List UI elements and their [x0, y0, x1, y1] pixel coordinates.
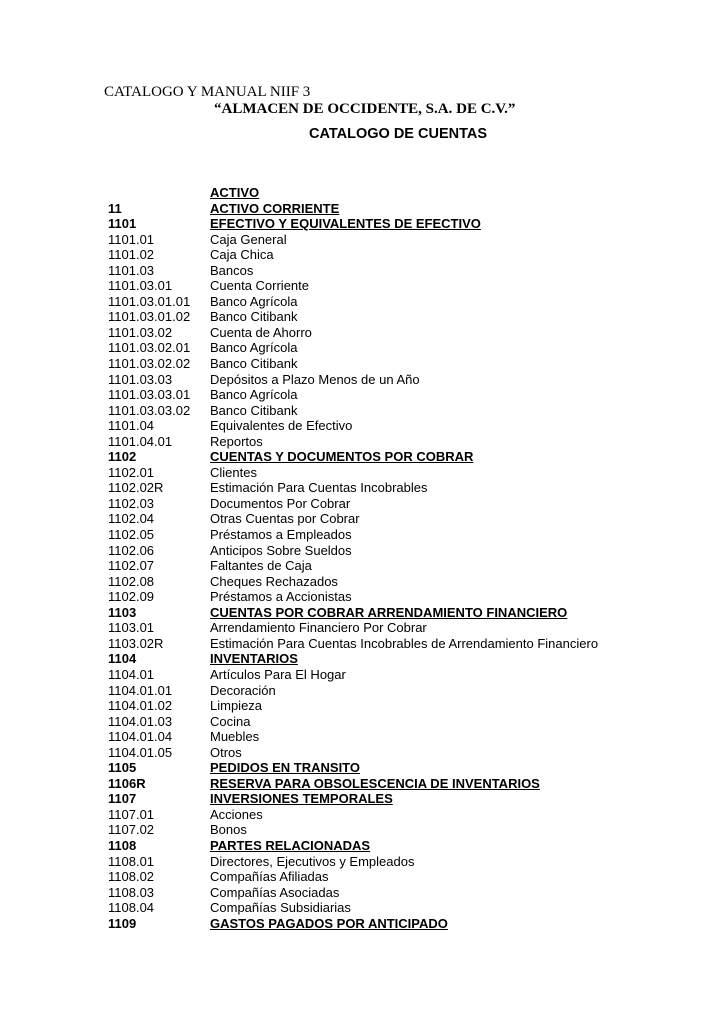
account-code: 1101.03.01: [108, 278, 173, 294]
account-name: ACTIVO CORRIENTE: [210, 200, 340, 216]
account-name: Préstamos a Empleados: [210, 527, 352, 543]
account-name: Cheques Rechazados: [210, 573, 338, 589]
account-name: Compañías Afiliadas: [210, 869, 329, 885]
account-code: 1102.04: [108, 511, 155, 527]
account-name: Cocina: [210, 713, 251, 729]
account-name: Arrendamiento Financiero Por Cobrar: [210, 620, 427, 636]
account-name: Artículos Para El Hogar: [210, 666, 346, 682]
account-name: Préstamos a Accionistas: [210, 589, 352, 605]
account-name: RESERVA PARA OBSOLESCENCIA DE INVENTARIOS: [210, 775, 540, 791]
account-name: INVERSIONES TEMPORALES: [210, 791, 393, 807]
account-name: Compañías Asociadas: [210, 884, 340, 900]
account-name: Cuenta Corriente: [210, 278, 309, 294]
account-name: Limpieza: [210, 698, 263, 714]
account-name: Faltantes de Caja: [210, 558, 312, 574]
account-name: Acciones: [210, 806, 263, 822]
account-code: 1101.04.01: [108, 433, 173, 449]
account-code: 1104.01.03: [108, 713, 173, 729]
account-code: 1106R: [108, 775, 146, 791]
account-name: Documentos Por Cobrar: [210, 495, 351, 511]
page-title: CATALOGO DE CUENTAS: [308, 126, 488, 142]
account-code: 1101.01: [108, 231, 155, 247]
account-code: 1101.03.01.01: [108, 293, 191, 309]
account-name: Banco Citibank: [210, 309, 298, 325]
account-code: 1103: [108, 604, 137, 620]
account-code: 1108.01: [108, 853, 155, 869]
document-header: CATALOGO Y MANUAL NIIF 3: [104, 84, 311, 100]
account-code: 1108.02: [108, 869, 155, 885]
account-code: 1102: [108, 449, 137, 465]
account-code: 1108.04: [108, 900, 155, 916]
account-name: Directores, Ejecutivos y Empleados: [210, 853, 415, 869]
account-code: 1101.03.01.02: [108, 309, 191, 325]
account-code: 1102.02R: [108, 480, 164, 496]
account-name: Bancos: [210, 262, 254, 278]
account-code: 1101.04: [108, 418, 155, 434]
account-name: ACTIVO: [210, 185, 260, 200]
account-name: EFECTIVO Y EQUIVALENTES DE EFECTIVO: [210, 216, 481, 232]
account-name: Otros: [210, 744, 242, 760]
account-code: 1101.03: [108, 262, 155, 278]
account-name: Banco Agrícola: [210, 340, 298, 356]
account-code: 1102.05: [108, 527, 155, 543]
account-name: CUENTAS POR COBRAR ARRENDAMIENTO FINANCIERO: [210, 604, 568, 620]
account-code: 1103.02R: [108, 635, 164, 651]
account-code: 1101: [108, 216, 137, 232]
account-code: 1101.03.02.02: [108, 356, 191, 372]
account-name: Compañías Subsidiarias: [210, 900, 351, 916]
company-name: “ALMACEN DE OCCIDENTE, S.A. DE C.V.”: [214, 101, 516, 117]
account-code: 1101.03.02.01: [108, 340, 191, 356]
account-code: 1107: [108, 791, 137, 807]
account-name: Estimación Para Cuentas Incobrables de Arrendamiento Financiero: [210, 635, 599, 651]
account-name: Muebles: [210, 729, 260, 745]
account-name: Decoración: [210, 682, 276, 698]
account-code: 1107.02: [108, 822, 155, 838]
account-code: 1109: [108, 915, 137, 931]
account-name: Cuenta de Ahorro: [210, 324, 312, 340]
account-name: Banco Citibank: [210, 402, 298, 418]
account-name: Reportos: [210, 433, 263, 449]
account-name: INVENTARIOS: [210, 651, 298, 667]
account-code: 1102.08: [108, 573, 155, 589]
account-code: 1101.03.03.01: [108, 387, 191, 403]
account-code: 1101.03.03.02: [108, 402, 191, 418]
account-name: PARTES RELACIONADAS: [210, 837, 371, 853]
account-name: Estimación Para Cuentas Incobrables: [210, 480, 428, 496]
account-code: 1101.03.03: [108, 371, 173, 387]
account-code: 11: [108, 200, 122, 216]
account-name: Caja General: [210, 231, 287, 247]
account-name: Caja Chica: [210, 247, 274, 263]
account-code: 1102.06: [108, 542, 155, 558]
account-code: 1102.07: [108, 558, 155, 574]
account-code: 1104: [108, 651, 137, 667]
account-name: Depósitos a Plazo Menos de un Año: [210, 371, 420, 387]
account-code: 1103.01: [108, 620, 155, 636]
account-name: Anticipos Sobre Sueldos: [210, 542, 352, 558]
account-code: 1108: [108, 837, 137, 853]
account-name: Equivalentes de Efectivo: [210, 418, 353, 434]
account-name: Otras Cuentas por Cobrar: [210, 511, 360, 527]
account-name: CUENTAS Y DOCUMENTOS POR COBRAR: [210, 449, 474, 465]
account-code: 1108.03: [108, 884, 155, 900]
account-code: 1104.01: [108, 666, 155, 682]
account-code: 1104.01.05: [108, 744, 173, 760]
account-name: Bonos: [210, 822, 247, 838]
account-code: 1102.03: [108, 495, 155, 511]
account-code: 1101.02: [108, 247, 155, 263]
account-code: 1105: [108, 760, 137, 776]
account-name: Clientes: [210, 464, 257, 480]
account-code: 1101.03.02: [108, 324, 173, 340]
account-code: 1107.01: [108, 806, 155, 822]
account-code: 1104.01.02: [108, 698, 173, 714]
account-name: Banco Citibank: [210, 356, 298, 372]
account-name: GASTOS PAGADOS POR ANTICIPADO: [210, 915, 448, 931]
account-code: 1104.01.04: [108, 729, 173, 745]
account-code: 1104.01.01: [108, 682, 173, 698]
account-code: 1102.01: [108, 464, 155, 480]
account-name: Banco Agrícola: [210, 387, 298, 403]
account-name: PEDIDOS EN TRANSITO: [210, 760, 361, 776]
account-code: 1102.09: [108, 589, 155, 605]
account-name: Banco Agrícola: [210, 293, 298, 309]
